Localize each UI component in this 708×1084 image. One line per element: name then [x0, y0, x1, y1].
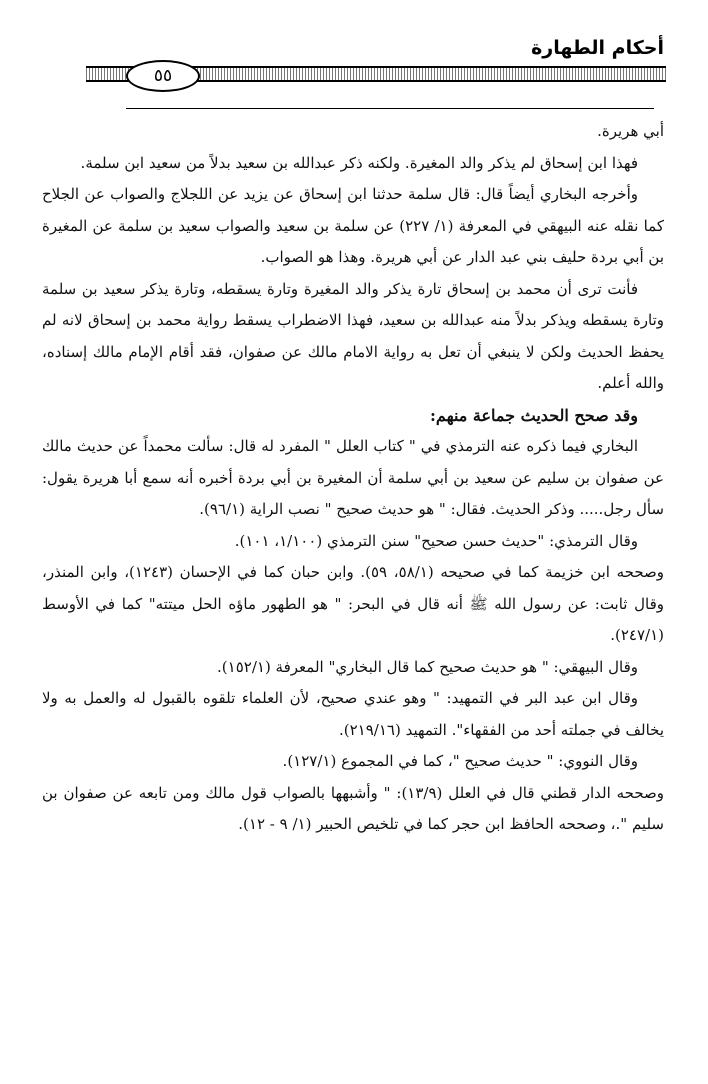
- page-body: [42, 116, 664, 841]
- running-header-title: أحكام الطهارة: [531, 37, 664, 59]
- paragraph: وصححه الدار قطني قال في العلل (١٣/٩): " وأشبهها بالصواب قول مالك ومن تابعه عن صفوان بن سليم ".، وصححه الحافظ ابن حجر كما في تلخيص الحبير (١/ ٩ - ١٢).: [42, 783, 664, 833]
- section-heading: وقد صحح الحديث جماعة منهم:: [430, 405, 638, 425]
- paragraph: أبي هريرة.: [597, 122, 664, 140]
- paragraph: وصححه ابن خزيمة كما في صحيحه (٥٨/١، ٥٩). وابن حبان كما في الإحسان (١٢٤٣)، وابن المنذر، وقال ثابت: عن رسول الله ﷺ أنه قال في البحر: " هو الطهور ماؤه الحل ميتته" كما في الأوسط (٢٤٧/١).: [42, 563, 664, 644]
- paragraph: وقال ابن عبد البر في التمهيد: " وهو عندي صحيح، لأن العلماء تلقوه بالقبول له والعمل به ولا يخالف في جملته أحد من الفقهاء". التمهيد (٢١٩/١٦).: [42, 689, 664, 739]
- paragraph: فأنت ترى أن محمد بن إسحاق تارة يذكر والد المغيرة وتارة يسقطه، وتارة يذكر سعيد بن سلمة وتارة يسقطه ويذكر بدلاً منه عبدالله بن سعيد، فهذا الاضطراب يسقط رواية محمد بن إسحاق لانه لم يحفظ الحديث ولكن لا ينبغي أن تعل به رواية الامام مالك عن صفوان، فقد أقام الإمام مالك إسناده، والله أعلم.: [42, 279, 664, 392]
- paragraph: فهذا ابن إسحاق لم يذكر والد المغيرة. ولكنه ذكر عبدالله بن سعيد بدلاً من سعيد ابن سلمة.: [80, 153, 638, 172]
- paragraph: وقال النووي: " حديث صحيح "، كما في المجموع (١٢٧/١).: [282, 752, 638, 770]
- paragraph: البخاري فيما ذكره عنه الترمذي في " كتاب العلل " المفرد له قال: سألت محمداً عن حديث مالك عن صفوان بن سليم عن سعيد بن أبي سلمة أن المغيرة بن أبي بردة أخبره أنه سمع أبا هريرة يقول: سأل رجل..... وذكر الحديث. فقال: " هو حديث صحيح " نصب الراية (٩٦/١).: [42, 437, 664, 518]
- paragraph: وقال البيهقي: " هو حديث صحيح كما قال البخاري" المعرفة (١٥٢/١).: [217, 657, 638, 676]
- paragraph: وقال الترمذي: "حديث حسن صحيح" سنن الترمذي (١/١٠٠، ١٠١).: [234, 531, 638, 550]
- page-number: ٥٥: [126, 60, 200, 92]
- separator-rule: [126, 108, 654, 109]
- paragraph: وأخرجه البخاري أيضاً قال: قال سلمة حدثنا ابن إسحاق عن يزيد عن اللجلاج والصواب عن الجلاح كما نقله عنه البيهقي في المعرفة (١/ ٢٢٧) عن سلمة بن سعيد والصواب سعيد بن سلمة عن المغيرة بن أبي بردة حليف بني عبد الدار عن أبي هريرة. وهذا هو الصواب.: [42, 185, 664, 266]
